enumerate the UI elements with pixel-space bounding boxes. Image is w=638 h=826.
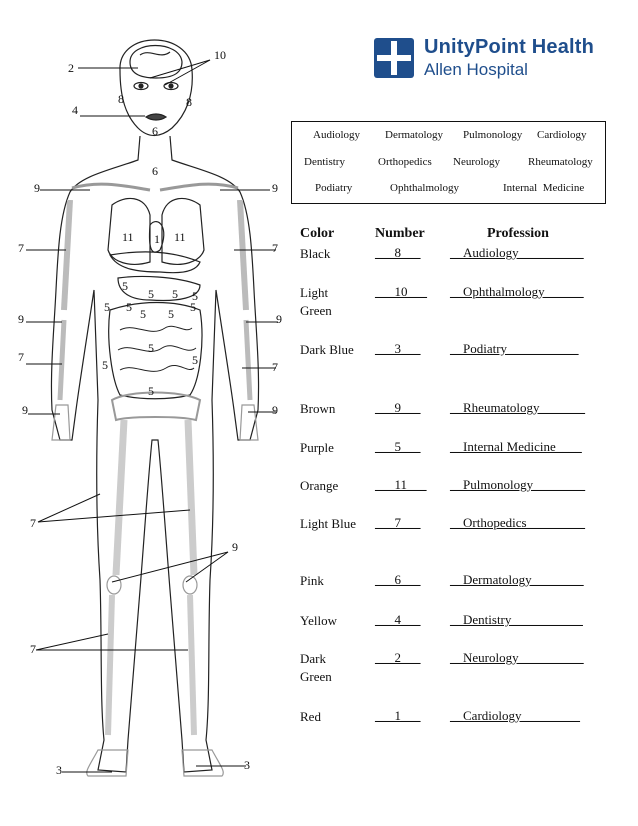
row-color: Dark Blue	[300, 342, 354, 357]
figure-label: 7	[30, 516, 36, 530]
figure-label: 5	[140, 307, 146, 321]
figure-label: 5	[190, 300, 196, 314]
row-profession: __Rheumatology_______	[450, 400, 586, 415]
figure-label: 3	[56, 763, 62, 777]
figure-label: 5	[148, 341, 154, 355]
column-header-profession: Profession	[487, 226, 549, 241]
figure-label: 9	[22, 403, 28, 417]
hospital-logo	[374, 36, 614, 84]
figure-label: 9	[272, 403, 278, 417]
figure-label: 5	[148, 384, 154, 398]
figure-label: 5	[192, 353, 198, 367]
row-profession: __Dermatology________	[450, 572, 584, 587]
brain-shape	[130, 46, 182, 79]
word-bank-item: Ophthalmology	[390, 182, 460, 194]
figure-label: 6	[152, 124, 158, 138]
row-number: ___4___	[375, 612, 421, 627]
row-profession: __Dentistry___________	[450, 612, 583, 627]
column-header-number: Number	[375, 226, 425, 241]
figure-label: 7	[272, 360, 278, 374]
row-profession: __Orthopedics_________	[450, 515, 586, 530]
anatomy-figure	[0, 0, 300, 826]
logo-subname: Allen Hospital	[424, 60, 528, 79]
femur-left	[116, 420, 124, 575]
row-color: Dark Green	[300, 651, 332, 684]
figure-label: 6	[152, 164, 158, 178]
figure-label: 9	[34, 181, 40, 195]
logo-name: UnityPoint Health	[424, 36, 595, 58]
row-color: Pink	[300, 573, 324, 588]
word-bank-item: Audiology	[313, 129, 361, 141]
figure-label: 5	[122, 279, 128, 293]
mouth-shape	[146, 114, 166, 120]
figure-label: 8	[186, 95, 192, 109]
figure-label: 7	[18, 241, 24, 255]
figure-label: 7	[272, 241, 278, 255]
kneecap-left	[107, 576, 121, 594]
forearm-left	[60, 320, 64, 400]
figure-label: 5	[126, 300, 132, 314]
figure-label: 5	[172, 287, 178, 301]
row-color: Brown	[300, 401, 336, 416]
hand-right	[240, 405, 258, 440]
row-number: ___11___	[375, 477, 427, 492]
tibia-left	[108, 595, 112, 735]
row-number: ___1___	[375, 708, 421, 723]
figure-label: 9	[232, 540, 238, 554]
word-bank-item: Cardiology	[537, 129, 587, 141]
row-color: Orange	[300, 478, 339, 493]
humerus-left	[64, 200, 70, 310]
row-color: Red	[300, 709, 321, 724]
profession-word-bank	[291, 121, 606, 204]
figure-label: 1	[154, 232, 160, 246]
forearm-right	[246, 320, 250, 400]
hand-left	[52, 405, 70, 440]
figure-label: 2	[68, 61, 74, 75]
stomach-shape	[118, 276, 200, 300]
word-bank-item: Orthopedics	[378, 156, 432, 168]
figure-label: 5	[148, 287, 154, 301]
figure-label: 5	[168, 307, 174, 321]
clavicle-right	[160, 184, 238, 190]
row-number: ___8___	[375, 245, 421, 260]
row-profession: __Internal Medicine____	[450, 439, 582, 454]
liver-shape	[110, 252, 200, 273]
figure-label: 3	[244, 758, 250, 772]
row-number: ___2___	[375, 650, 421, 665]
row-color: Black	[300, 246, 331, 261]
figure-label: 9	[276, 312, 282, 326]
column-header-color: Color	[300, 226, 335, 241]
figure-label: 11	[174, 230, 186, 244]
clavicle-left	[72, 184, 150, 190]
figure-label: 5	[192, 289, 198, 303]
figure-label: 7	[18, 350, 24, 364]
figure-label: 5	[104, 300, 110, 314]
row-color: Yellow	[300, 613, 337, 628]
humerus-right	[240, 200, 246, 310]
figure-label: 9	[272, 181, 278, 195]
word-bank-item: Podiatry	[315, 182, 353, 194]
word-bank-item: Internal Medicine	[503, 182, 585, 194]
row-number: ___3___	[375, 341, 421, 356]
figure-label: 10	[214, 48, 226, 62]
row-profession: __Audiology__________	[450, 245, 584, 260]
row-color: Light Green	[300, 285, 332, 318]
figure-label: 8	[118, 92, 124, 106]
row-number: ___7___	[375, 515, 421, 530]
figure-label: 5	[102, 358, 108, 372]
row-profession: __Pulmonology________	[450, 477, 586, 492]
row-color: Light Blue	[300, 516, 356, 531]
row-number: ___9___	[375, 400, 421, 415]
figure-label: 7	[30, 642, 36, 656]
unitypoint-cross-icon	[374, 38, 414, 78]
figure-label: 4	[72, 103, 78, 117]
word-bank-item: Rheumatology	[528, 156, 593, 168]
row-profession: __Cardiology_________	[450, 708, 580, 723]
figure-label: 9	[18, 312, 24, 326]
word-bank-item: Neurology	[453, 156, 501, 168]
word-bank-item: Pulmonology	[463, 129, 523, 141]
row-profession: __Ophthalmology______	[450, 284, 584, 299]
row-number: ___5___	[375, 439, 421, 454]
word-bank-item: Dermatology	[385, 129, 444, 141]
word-bank-item: Dentistry	[304, 156, 345, 168]
row-color: Purple	[300, 440, 334, 455]
row-number: ___6___	[375, 572, 421, 587]
femur-right	[188, 420, 194, 575]
row-profession: __Neurology__________	[450, 650, 584, 665]
row-profession: __Podiatry___________	[450, 341, 579, 356]
figure-label: 11	[122, 230, 134, 244]
row-number: ___10___	[375, 284, 427, 299]
tibia-right	[190, 595, 194, 735]
